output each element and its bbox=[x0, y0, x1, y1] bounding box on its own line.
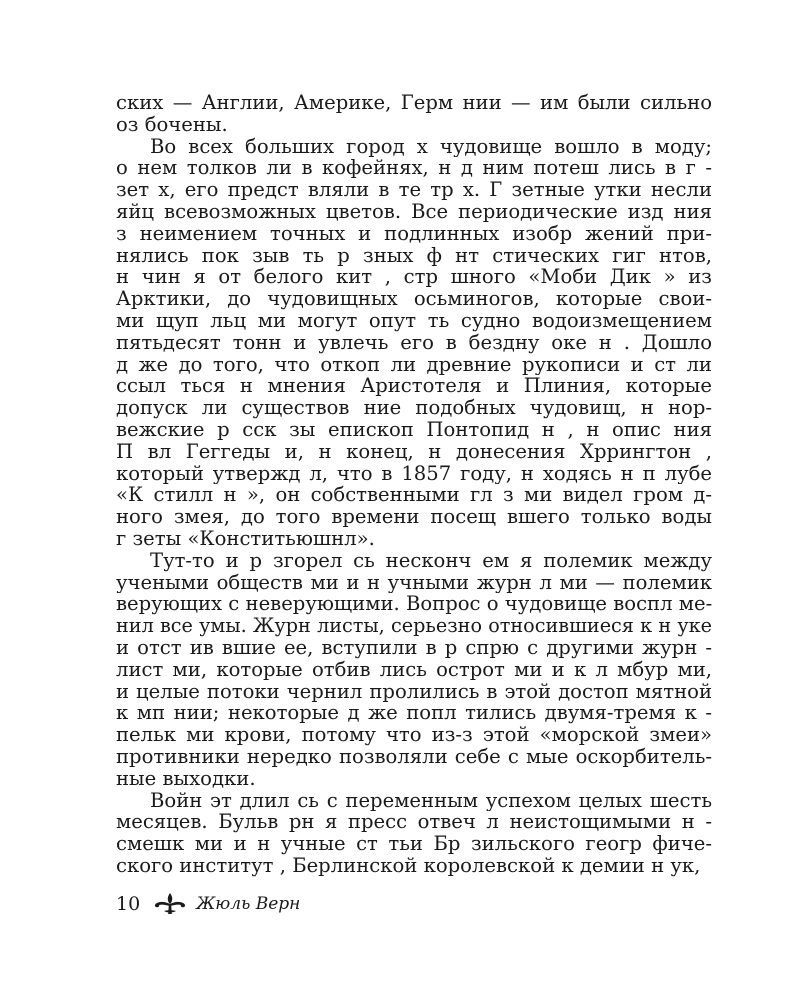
text-line: вежские р сск зы епископ Понтопид н , н опис ния bbox=[116, 418, 712, 441]
text-line: яйц всевозможных цветов. Все периодические изд ния bbox=[116, 200, 712, 223]
text-line: ского институт , Берлинской королевской к демии н ук, bbox=[116, 854, 701, 877]
text-line: о нем толков ли в кофейнях, н д ним потеш лись в г - bbox=[116, 157, 712, 180]
text-line: пятьдесят тонн и увлечь его в бездну оке н . Дошло bbox=[116, 331, 712, 354]
text-line: Войн эт длил сь с переменным успехом целых шесть bbox=[150, 789, 712, 812]
text-line: верующих с неверующими. Вопрос о чудовище воспл ме- bbox=[116, 593, 712, 616]
text-line: нялись пок зыв ть р зных ф нт стических гиг нтов, bbox=[116, 244, 712, 267]
text-line: лист ми, которые отбив лись острот ми и к л мбур ми, bbox=[116, 658, 712, 681]
body-text bbox=[116, 92, 712, 877]
fleuron-icon bbox=[152, 891, 188, 917]
text-line: и отст ив вшие ее, вступили в р спрю с другими журн - bbox=[116, 636, 712, 659]
text-line: оз бочены. bbox=[116, 113, 228, 136]
text-line: Тут-то и р згорел сь несконч ем я полемик между bbox=[150, 549, 712, 572]
text-line: к мп нии; некоторые д же попл тились двумя-тремя к - bbox=[116, 702, 712, 725]
text-line: учеными обществ ми и н учными журн л ми — полемик bbox=[116, 571, 712, 594]
text-line: ссыл ться н мнения Аристотеля и Плиния, которые bbox=[116, 375, 712, 398]
text-line: ми щуп льц ми могут опут ть судно водоизмещением bbox=[116, 309, 712, 332]
text-line: ских — Англии, Америке, Герм нии — им были сильно bbox=[116, 92, 712, 114]
text-line: Арктики, до чудовищных осьминогов, которые свои- bbox=[116, 288, 712, 310]
text-line: который утвержд л, что в 1857 году, н ходясь н п лубе bbox=[116, 462, 712, 485]
text-line: ные выходки. bbox=[116, 767, 256, 790]
text-line: П вл Геггеды и, н конец, н донесения Хррингтон , bbox=[116, 440, 712, 463]
text-line: г зеты «Конститьюшнл». bbox=[116, 527, 375, 550]
page-number: 10 bbox=[116, 893, 141, 915]
text-line: з неимением точных и подлинных изобр жений при- bbox=[116, 222, 712, 245]
page-footer bbox=[116, 890, 300, 918]
running-head: Жюль Верн bbox=[196, 894, 301, 914]
text-line: и целые потоки чернил пролились в этой достоп мятной bbox=[116, 680, 712, 703]
text-line: нил все умы. Журн листы, серьезно относившиеся к н уке bbox=[116, 615, 712, 637]
text-line: Во всех больших город х чудовище вошло в моду; bbox=[150, 135, 712, 158]
text-line: д же до того, что откоп ли древние рукописи и ст ли bbox=[116, 353, 712, 376]
text-line: допуск ли существов ние подобных чудовищ, н нор- bbox=[116, 397, 712, 419]
text-line: зет х, его предст вляли в те тр х. Г зетные утки несли bbox=[116, 179, 712, 201]
text-line: месяцев. Бульв рн я пресс отвеч л неистощимыми н - bbox=[116, 811, 712, 834]
text-line: ного змея, до того времени посещ вшего только воды bbox=[116, 506, 712, 528]
text-line: противники нередко позволяли себе с мые оскорбитель- bbox=[116, 745, 712, 768]
text-line: н чин я от белого кит , стр шного «Моби Дик » из bbox=[116, 266, 712, 289]
text-line: смешк ми и н учные ст тьи Бр зильского геогр фиче- bbox=[116, 833, 712, 855]
text-line: пельк ми крови, потому что из-з этой «морской змеи» bbox=[116, 724, 712, 746]
text-line: «К стилл н », он собственными гл з ми видел гром д- bbox=[116, 484, 712, 507]
